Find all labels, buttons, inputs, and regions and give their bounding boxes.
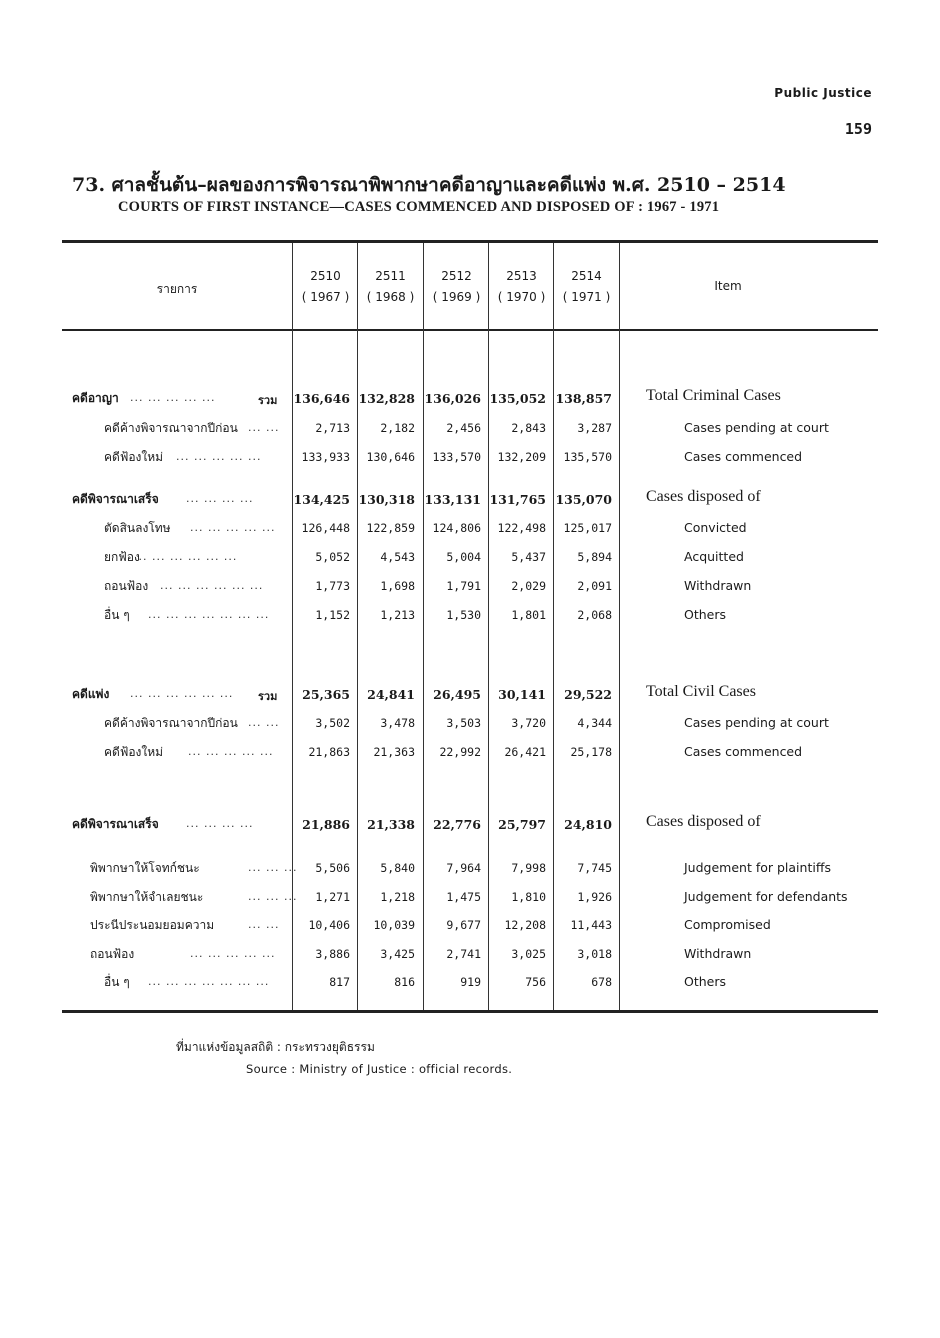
row-label-thai: คดีพิจารณาเสร็จ: [72, 817, 159, 831]
table-row: [0, 417, 940, 437]
cell-value: 2,843: [511, 421, 546, 435]
cell-value: 130,646: [366, 450, 415, 464]
row-label-thai: อื่น ๆ: [104, 975, 130, 989]
year-header: [489, 266, 554, 308]
year-ad: ( 1970 ): [497, 290, 546, 304]
cell-value: 133,933: [301, 450, 350, 464]
table-row: [0, 943, 940, 963]
cell-value: 3,025: [511, 947, 546, 961]
cell-value: 7,964: [446, 861, 481, 875]
year-ad: ( 1968 ): [366, 290, 415, 304]
cell-value: 130,318: [358, 492, 415, 507]
row-label-english: Acquitted: [684, 549, 744, 564]
cell-value: 3,502: [315, 716, 350, 730]
row-label-english: Convicted: [684, 520, 747, 535]
item-header-english: Item: [714, 279, 742, 293]
leader-dots: ... ... ... ... ... ...: [130, 687, 234, 700]
cell-value: 5,840: [380, 861, 415, 875]
cell-value: 26,421: [504, 745, 546, 759]
table-row: [0, 712, 940, 732]
row-label-english: Cases disposed of: [646, 813, 761, 830]
table-row: [0, 741, 940, 761]
cell-value: 136,646: [293, 391, 350, 406]
cell-value: 132,828: [358, 391, 415, 406]
cell-value: 3,287: [577, 421, 612, 435]
leader-dots: ... ... ... ... ...: [130, 391, 216, 404]
table-row: [0, 683, 940, 703]
cell-value: 21,886: [302, 817, 350, 832]
leader-dots: ... ... ...: [248, 861, 298, 874]
table-row: [0, 446, 940, 466]
row-label-english: Withdrawn: [684, 946, 752, 961]
row-label-thai: คดีฟ้องใหม่: [104, 450, 164, 464]
row-label-english: Cases commenced: [684, 449, 803, 464]
table-row: [0, 971, 940, 991]
cell-value: 24,841: [367, 687, 415, 702]
cell-value: 1,801: [511, 608, 546, 622]
leader-dots: ... ... ... ...: [186, 492, 254, 505]
table-row: [0, 813, 940, 833]
cell-value: 30,141: [498, 687, 546, 702]
table-row: [0, 546, 940, 566]
cell-value: 2,456: [446, 421, 481, 435]
cell-value: 3,425: [380, 947, 415, 961]
row-label-thai: คดีพิจารณาเสร็จ: [72, 492, 159, 506]
cell-value: 134,425: [293, 492, 350, 507]
row-label-thai: ถอนฟ้อง: [104, 579, 149, 593]
row-label-thai: พิพากษาให้โจทก์ชนะ: [90, 861, 200, 875]
leader-dots: ... ... ... ... ... ...: [160, 579, 264, 592]
cell-value: 22,992: [439, 745, 481, 759]
cell-value: 125,017: [563, 521, 612, 535]
cell-value: 678: [591, 975, 612, 989]
section-header: Public Justice: [774, 86, 872, 100]
leader-dots: ... ... ... ... ... ... ...: [148, 608, 270, 621]
cell-value: 132,209: [497, 450, 546, 464]
cell-value: 2,741: [446, 947, 481, 961]
cell-value: 29,522: [564, 687, 612, 702]
row-label-english: Cases commenced: [684, 744, 803, 759]
cell-value: 2,091: [577, 579, 612, 593]
cell-value: 10,406: [308, 918, 350, 932]
cell-value: 22,776: [433, 817, 481, 832]
row-label-english: Cases pending at court: [684, 715, 829, 730]
row-label-thai: ประนีประนอมยอมความ: [90, 918, 215, 932]
table-row: [0, 886, 940, 906]
total-marker: รวม: [258, 690, 278, 703]
row-label-thai: คดีฟ้องใหม่: [104, 745, 164, 759]
row-label-english: Total Criminal Cases: [646, 387, 781, 404]
cell-value: 1,698: [380, 579, 415, 593]
cell-value: 5,506: [315, 861, 350, 875]
table-row: [0, 387, 940, 407]
year-header: [358, 266, 423, 308]
leader-dots: ... ... ... ... ...: [190, 947, 276, 960]
cell-value: 2,068: [577, 608, 612, 622]
item-header-thai: รายการ: [156, 282, 198, 296]
cell-value: 919: [460, 975, 481, 989]
row-label-thai: คดีแพ่ง: [72, 687, 110, 701]
cell-value: 25,365: [302, 687, 350, 702]
row-label-english: Others: [684, 607, 727, 622]
row-label-thai: ยกฟ้อง: [104, 550, 140, 564]
cell-value: 12,208: [504, 918, 546, 932]
cell-value: 4,543: [380, 550, 415, 564]
leader-dots: ... ... ...: [248, 890, 298, 903]
table-bottom-rule: [62, 1010, 878, 1013]
table-row: [0, 517, 940, 537]
cell-value: 2,182: [380, 421, 415, 435]
cell-value: 10,039: [373, 918, 415, 932]
cell-value: 11,443: [570, 918, 612, 932]
cell-value: 7,745: [577, 861, 612, 875]
cell-value: 2,713: [315, 421, 350, 435]
year-be: 2514: [571, 269, 602, 283]
row-label-english: Others: [684, 974, 727, 989]
cell-value: 1,271: [315, 890, 350, 904]
table-top-rule: [62, 240, 878, 243]
cell-value: 135,070: [555, 492, 612, 507]
leader-dots: ... ... ... ... ...: [188, 745, 274, 758]
source-thai: ที่มาแห่งข้อมูลสถิติ : กระทรวงยุติธรรม: [176, 1040, 375, 1054]
year-be: 2513: [506, 269, 537, 283]
cell-value: 7,998: [511, 861, 546, 875]
year-header: [424, 266, 489, 308]
cell-value: 1,791: [446, 579, 481, 593]
cell-value: 122,498: [497, 521, 546, 535]
cell-value: 1,218: [380, 890, 415, 904]
source-english: Source : Ministry of Justice : official records.: [246, 1062, 513, 1076]
cell-value: 4,344: [577, 716, 612, 730]
row-label-english: Cases disposed of: [646, 488, 761, 505]
leader-dots: ... ... ... ...: [186, 817, 254, 830]
cell-value: 5,437: [511, 550, 546, 564]
table-title-english: COURTS OF FIRST INSTANCE—CASES COMMENCED AND DISPOSED OF : 1967 - 1971: [118, 199, 720, 215]
table-row: [0, 488, 940, 508]
cell-value: 3,720: [511, 716, 546, 730]
row-label-thai: คดีค้างพิจารณาจากปีก่อน: [104, 716, 238, 730]
total-marker: รวม: [258, 394, 278, 407]
cell-value: 5,894: [577, 550, 612, 564]
row-label-english: Total Civil Cases: [646, 683, 756, 700]
cell-value: 131,765: [489, 492, 546, 507]
cell-value: 124,806: [432, 521, 481, 535]
cell-value: 135,570: [563, 450, 612, 464]
cell-value: 817: [329, 975, 350, 989]
row-label-thai: ตัดสินลงโทษ: [104, 521, 171, 535]
cell-value: 9,677: [446, 918, 481, 932]
row-label-english: Judgement for plaintiffs: [684, 860, 831, 875]
cell-value: 5,052: [315, 550, 350, 564]
cell-value: 3,503: [446, 716, 481, 730]
year-header: [293, 266, 358, 308]
leader-dots: ... ... ... ... ... ... ...: [148, 975, 270, 988]
cell-value: 1,152: [315, 608, 350, 622]
cell-value: 25,797: [498, 817, 546, 832]
cell-value: 26,495: [433, 687, 481, 702]
cell-value: 24,810: [564, 817, 612, 832]
leader-dots: ... ... ... ... ...: [176, 450, 262, 463]
cell-value: 1,926: [577, 890, 612, 904]
cell-value: 5,004: [446, 550, 481, 564]
row-label-thai: คดีค้างพิจารณาจากปีก่อน: [104, 421, 238, 435]
row-label-thai: ถอนฟ้อง: [90, 947, 135, 961]
leader-dots: ... ... ... ... ...: [190, 521, 276, 534]
row-label-english: Withdrawn: [684, 578, 752, 593]
cell-value: 133,131: [424, 492, 481, 507]
cell-value: 25,178: [570, 745, 612, 759]
cell-value: 1,530: [446, 608, 481, 622]
row-label-english: Cases pending at court: [684, 420, 829, 435]
page-number: 159: [844, 120, 872, 138]
cell-value: 126,448: [301, 521, 350, 535]
cell-value: 1,475: [446, 890, 481, 904]
leader-dots: ... ... ... ... ... ...: [134, 550, 238, 563]
cell-value: 138,857: [555, 391, 612, 406]
cell-value: 1,810: [511, 890, 546, 904]
cell-value: 3,478: [380, 716, 415, 730]
leader-dots: ... ...: [248, 421, 280, 434]
cell-value: 135,052: [489, 391, 546, 406]
cell-value: 21,363: [373, 745, 415, 759]
table-title-thai: 73. ศาลชั้นต้น–ผลของการพิจารณาพิพากษาคดีอาญาและคดีแพ่ง พ.ศ. 2510 – 2514: [72, 174, 786, 196]
leader-dots: ... ...: [248, 716, 280, 729]
year-be: 2512: [441, 269, 472, 283]
row-label-english: Compromised: [684, 917, 771, 932]
cell-value: 3,018: [577, 947, 612, 961]
cell-value: 133,570: [432, 450, 481, 464]
row-label-english: Judgement for defendants: [684, 889, 848, 904]
year-ad: ( 1967 ): [301, 290, 350, 304]
cell-value: 2,029: [511, 579, 546, 593]
row-label-thai: คดีอาญา: [72, 391, 119, 405]
row-label-thai: อื่น ๆ: [104, 608, 130, 622]
table-row: [0, 604, 940, 624]
year-be: 2510: [310, 269, 341, 283]
year-ad: ( 1969 ): [432, 290, 481, 304]
cell-value: 21,863: [308, 745, 350, 759]
cell-value: 3,886: [315, 947, 350, 961]
header-bottom-rule: [62, 329, 878, 331]
cell-value: 816: [394, 975, 415, 989]
year-ad: ( 1971 ): [562, 290, 611, 304]
table-row: [0, 575, 940, 595]
table-row: [0, 857, 940, 877]
table-row: [0, 914, 940, 934]
cell-value: 756: [525, 975, 546, 989]
row-label-thai: พิพากษาให้จำเลยชนะ: [90, 890, 204, 904]
cell-value: 122,859: [366, 521, 415, 535]
cell-value: 1,213: [380, 608, 415, 622]
cell-value: 136,026: [424, 391, 481, 406]
year-be: 2511: [375, 269, 406, 283]
cell-value: 21,338: [367, 817, 415, 832]
year-header: [554, 266, 619, 308]
leader-dots: ... ...: [248, 918, 280, 931]
cell-value: 1,773: [315, 579, 350, 593]
